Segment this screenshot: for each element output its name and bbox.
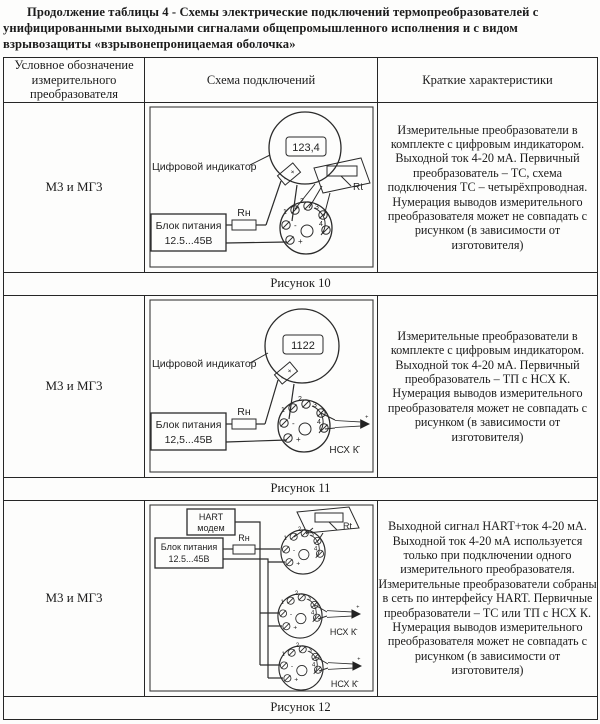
- nsh-k-label: НСХ К̄: [328, 445, 359, 457]
- wire-to-indicator: [265, 380, 278, 424]
- figure-caption: Рисунок 12: [4, 696, 598, 719]
- table-row: [4, 102, 598, 272]
- power-supply-range: 12.5...45В: [164, 235, 212, 248]
- thermocouple-arrow-2: [327, 605, 361, 619]
- designation-cell: М3 и МГ3: [4, 102, 145, 272]
- table-row: [4, 295, 598, 477]
- power-supply-label: Блок питания: [155, 220, 221, 233]
- figure-caption: Рисунок 10: [4, 272, 598, 295]
- power-supply-label: Блок питания: [155, 419, 221, 432]
- header-characteristics: Краткие характеристики: [378, 57, 598, 102]
- wire-power-plus: [226, 242, 287, 243]
- page-title: Продолжение таблицы 4 - Схемы электрические подключений термопреобразователей с унифицированными выходными сигналами общепромышленного исполнения и с видом взрывозащиты «взрывонепроницаемая оболочка»: [3, 5, 539, 51]
- figure-caption: Рисунок 11: [4, 477, 598, 500]
- table-header-row: [4, 57, 598, 102]
- hart-modem-label2: модем: [196, 523, 225, 534]
- wire-power-plus: [226, 440, 287, 442]
- load-resistor: [233, 545, 255, 554]
- connector-head: [278, 396, 330, 452]
- figure-caption-row: [4, 272, 598, 295]
- rtd-label: Rt: [342, 521, 352, 532]
- header-designation: Условное обозначение измерительного преобразователя: [4, 57, 145, 102]
- connector-head-3: [278, 643, 322, 690]
- load-resistor: [232, 220, 256, 230]
- tc-lead-2: [325, 428, 335, 429]
- connector-head: [280, 198, 332, 254]
- connection-schemes-table: [3, 57, 598, 720]
- characteristics-cell: Выходной сигнал HART+ток 4-20 мА. Выходной ток 4-20 мА используется только при подключении одного измерительного преобразователя. Измерительные преобразователи собраны в сеть по интерфейсу HART. Первичные преобразователи – ТС или ТП с НСХ К. Нумерация выводов измерительного преобразователя может не совпадать с рисунком (в зависимости от изготовителя): [378, 500, 598, 696]
- indicator-display-value: 1122: [290, 340, 315, 353]
- load-resistor-label: Rн: [236, 207, 251, 220]
- bus-plus: [223, 559, 268, 678]
- nsh-k-label-2: НСХ К̄: [329, 627, 356, 638]
- thermocouple-arrow: [335, 415, 370, 430]
- schematic-figure-10: 1 2 3 4 - + - + + 123,4 Цифровой индикатор Блок питания 12.5...45В Rн Rt: [147, 104, 376, 270]
- rtd-sensor: [327, 166, 357, 176]
- wire-from-indicator: [289, 384, 294, 419]
- thermocouple-arrow-3: [328, 657, 362, 671]
- scheme-cell-fig11: [145, 295, 378, 477]
- load-resistor: [232, 419, 256, 429]
- scheme-cell-fig12: [145, 500, 378, 696]
- indicator-pointer-line: [250, 155, 270, 165]
- figure-caption-row: [4, 696, 598, 719]
- schematic-figure-11: [147, 297, 376, 475]
- header-scheme: Схема подключений: [145, 57, 378, 102]
- designation-cell: М3 и МГ3: [4, 295, 145, 477]
- load-resistor-label: Rн: [236, 406, 251, 419]
- indicator-label: Цифровой индикатор: [151, 358, 256, 371]
- characteristics-cell: Измерительные преобразователи в комплекте с цифровым индикатором. Выходной ток 4-20 мА. Первичный преобразователь – ТП с НСХ К. Нумерация выводов измерительного преобразователя может не совпадать с рисунком (в зависимости от изготовителя): [378, 295, 598, 477]
- hart-modem-label1: HART: [198, 512, 223, 523]
- power-supply-label: Блок питания: [160, 542, 217, 553]
- characteristics-cell: Измерительные преобразователи в комплекте с цифровым индикатором. Выходной ток 4-20 мА. Первичный преобразователь – ТС, схема подключения ТС – четырёхпроводная. Нумерация выводов измерительного преобразователя может не совпадать с рисунком (в зависимости от изготовителя): [378, 102, 598, 272]
- designation-cell: М3 и МГ3: [4, 500, 145, 696]
- wire-from-indicator: [292, 185, 297, 221]
- power-supply-range: 12,5...45В: [164, 434, 212, 447]
- indicator-display-value: 123,4: [291, 142, 320, 155]
- connector-head-2: [277, 591, 321, 638]
- load-resistor-label: Rн: [237, 533, 250, 544]
- power-supply-range: 12.5...45В: [167, 554, 210, 565]
- schematic-figure-12: [147, 502, 376, 694]
- connector-head-1: [280, 527, 324, 574]
- nsh-k-label-3: НСХ К̄: [330, 679, 357, 690]
- rtd-sensor: [315, 513, 343, 522]
- indicator-label: Цифровой индикатор: [151, 161, 256, 174]
- figure-caption-row: [4, 477, 598, 500]
- table-row: [4, 500, 598, 696]
- rtd-label: Rt: [352, 182, 363, 194]
- wire-to-indicator: [266, 181, 281, 225]
